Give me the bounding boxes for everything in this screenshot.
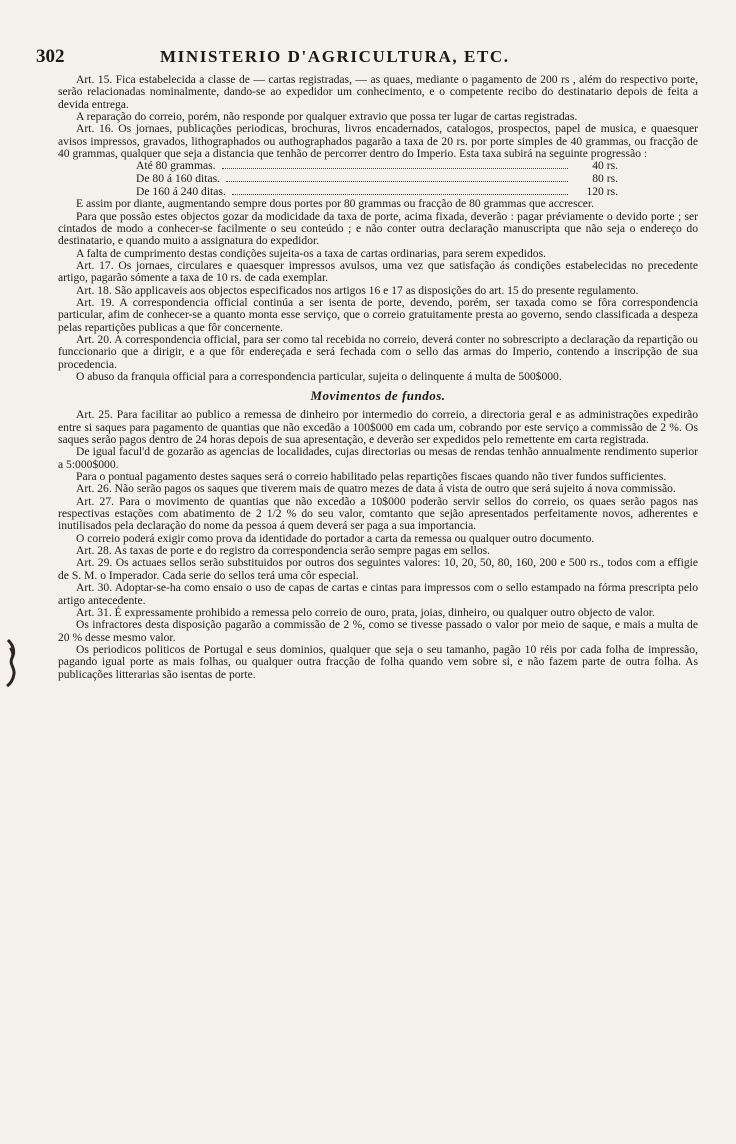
page-number: 302	[36, 46, 65, 67]
schedule-value: 80 rs.	[592, 172, 618, 185]
schedule-value: 120 rs.	[586, 184, 618, 198]
schedule-row	[136, 173, 618, 186]
page-header	[36, 46, 698, 72]
paragraph: A falta de cumprimento destas condições sujeita-os a taxa de cartas ordinarias, para serem expedidos.	[76, 246, 547, 260]
schedule-label: Até 80 grammas.	[136, 159, 216, 173]
schedule-value: 40 rs.	[592, 159, 618, 173]
paragraph: Para o pontual pagamento destes saques será o correio habilitado pelas repartições fiscaes quando não tiver fundos sufficientes.	[76, 470, 667, 484]
paragraph: De igual facul'd de gozarão as agencias de localidades, cujas directorias ou mesas de rendas tenhão annualmente rendimento superior a 5:000$000.	[58, 445, 698, 471]
paragraph: Art. 18. São applicaveis aos objectos especificados nos artigos 16 e 17 as disposições do art. 15 do presente regulamento.	[76, 283, 639, 297]
schedule-label: De 160 á 240 ditas.	[136, 184, 226, 198]
paragraph: Art. 28. As taxas de porte e do registro da correspondencia serão sempre pagas em sellos.	[76, 544, 491, 558]
paragraph: E assim por diante, augmentando sempre dous portes por 80 grammas ou fracção de 80 grammas que accrescer.	[76, 197, 594, 211]
paragraph: Art. 30. Adoptar-se-ha como ensaio o uso de capas de cartas e cintas para impressos com o sello estampado na fórma prescripta pelo artigo antecedente.	[58, 581, 698, 607]
paragraph: Art. 25. Para facilitar ao publico a remessa de dinheiro por intermedio do correio, a directoria geral e as administrações expedirão entre si saques para pagamento de quantias que não excedão a 100$000 em cada um, cobrando por este serviço a commissão de 2 %. Os saques serão pagos dentro de 24 horas depois de sua apresentação, e deverão ser expedidos pelo remettente em carta registrada.	[58, 408, 698, 447]
body-text	[58, 74, 698, 681]
schedule-label: De 80 á 160 ditas.	[136, 172, 221, 185]
paragraph: Art. 15. Fica estabelecida a classe de — cartas registradas, — as quaes, mediante o pagamento de 200 rs , além do respectivo porte, serão relacionadas nominalmente, dando-se ao expedidor um conhecimento, e o competente recibo do destinatario depois de feita a devida entrega.	[58, 73, 698, 111]
paragraph: Art. 26. Não serão pagos os saques que tiverem mais de quatro mezes de data á vista de outro que será sujeito á nova commissão.	[76, 482, 676, 496]
document-page	[36, 46, 698, 681]
paragraph: Os periodicos politicos de Portugal e seus dominios, qualquer que seja o seu tamanho, pagão 10 réis por cada folha de impressão, pagando igual porte as mais folhas, ou qualquer outra fracção de folha quando vem sobre si, e não fazem parte de outra folha. As publicações litterarias são isentas de porte.	[58, 642, 698, 681]
leader-dots	[232, 194, 568, 195]
paragraph: Art. 27. Para o movimento de quantias que não excedão a 10$000 poderão servir sellos do correio, os quaes serão pagos nas respectivas estações com abatimento de 2 1/2 % do seu valor, comtanto que sejão apresentados perfeitamente novos, adherentes e inutilisados pela declaração do nome da pessoa á quem deverá ser paga a sua importancia.	[58, 494, 698, 533]
paragraph: Os infractores desta disposição pagarão a commissão de 2 %, como se tivesse passado o valor por meio de saque, e mais a multa de 20 % desse mesmo valor.	[58, 618, 698, 644]
paragraph: A reparação do correio, porém, não responde por qualquer extravio que possa ter lugar de cartas registradas.	[76, 110, 578, 124]
paragraph: O abuso da franquia official para a correspondencia particular, sujeita o delinquente á multa de 500$000.	[76, 370, 562, 383]
paragraph: Art. 19. A correspondencia official continúa a ser isenta de porte, devendo, porém, ser taxada como se fôra correspondencia particular, afim de conhecer-se a quanto monta esse serviço, que o correio gratuitamente presta ao governo, sendo classificada a despeza pelas repartições publicas a que fôr concernente.	[58, 295, 698, 334]
paragraph: Art. 31. É expressamente prohibido a remessa pelo correio de ouro, prata, joias, dinheiro, ou qualquer outro objecto de valor.	[76, 605, 655, 619]
paragraph: Art. 29. Os actuaes sellos serão substituidos por outros dos seguintes valores: 10, 20, 50, 80, 160, 200 e 500 rs., todos com a effigie de S. M. o Imperador. Cada serie do sellos terá uma côr especial.	[58, 556, 698, 582]
paragraph: Art. 20. A correspondencia official, para ser como tal recebida no correio, deverá conter no sobrescripto a declaração da repartição ou funccionario que a dirigir, e a que fôr endereçada e será fechada com o sello das armas do Imperio, contendo a inscripção de sua procedencia.	[58, 332, 698, 371]
binding-mark-icon	[4, 638, 18, 688]
postage-schedule	[136, 160, 618, 198]
leader-dots	[222, 168, 568, 169]
paragraph: Art. 16. Os jornaes, publicações periodicas, brochuras, livros encadernados, catalogos, prospectos, papel de musica, e quaesquer avisos impressos, gravados, lithographados ou authographados pagarão a taxa de 20 rs. por porte simples de 40 grammas, ou fracção de 40 grammas, qualquer que seja a distancia que tenhão de percorrer dentro do Imperio. Esta taxa subirá na seguinte progressão :	[58, 122, 698, 161]
section-title: Movimentos de fundos.	[310, 388, 446, 404]
paragraph: Para que possão estes objectos gozar da modicidade da taxa de porte, acima fixada, deverão : pagar préviamente o devido porte ; ser cintados de modo a conhecer-se facilmente o seu conteúdo ; e não conter outra declaração manuscripta que não seja o endereço do destinatario, e quando muito a assignatura do expedidor.	[58, 209, 698, 248]
running-head: MINISTERIO D'AGRICULTURA, ETC.	[160, 47, 510, 66]
paragraph: Art. 17. Os jornaes, circulares e quaesquer impressos avulsos, uma vez que satisfação ás condições estabelecidas no precedente artigo, pagarão sómente a taxa de 10 rs. de cada exemplar.	[58, 258, 698, 285]
paragraph: O correio poderá exigir como prova da identidade do portador a carta da remessa ou qualquer outro documento.	[76, 531, 595, 545]
leader-dots	[226, 181, 568, 182]
